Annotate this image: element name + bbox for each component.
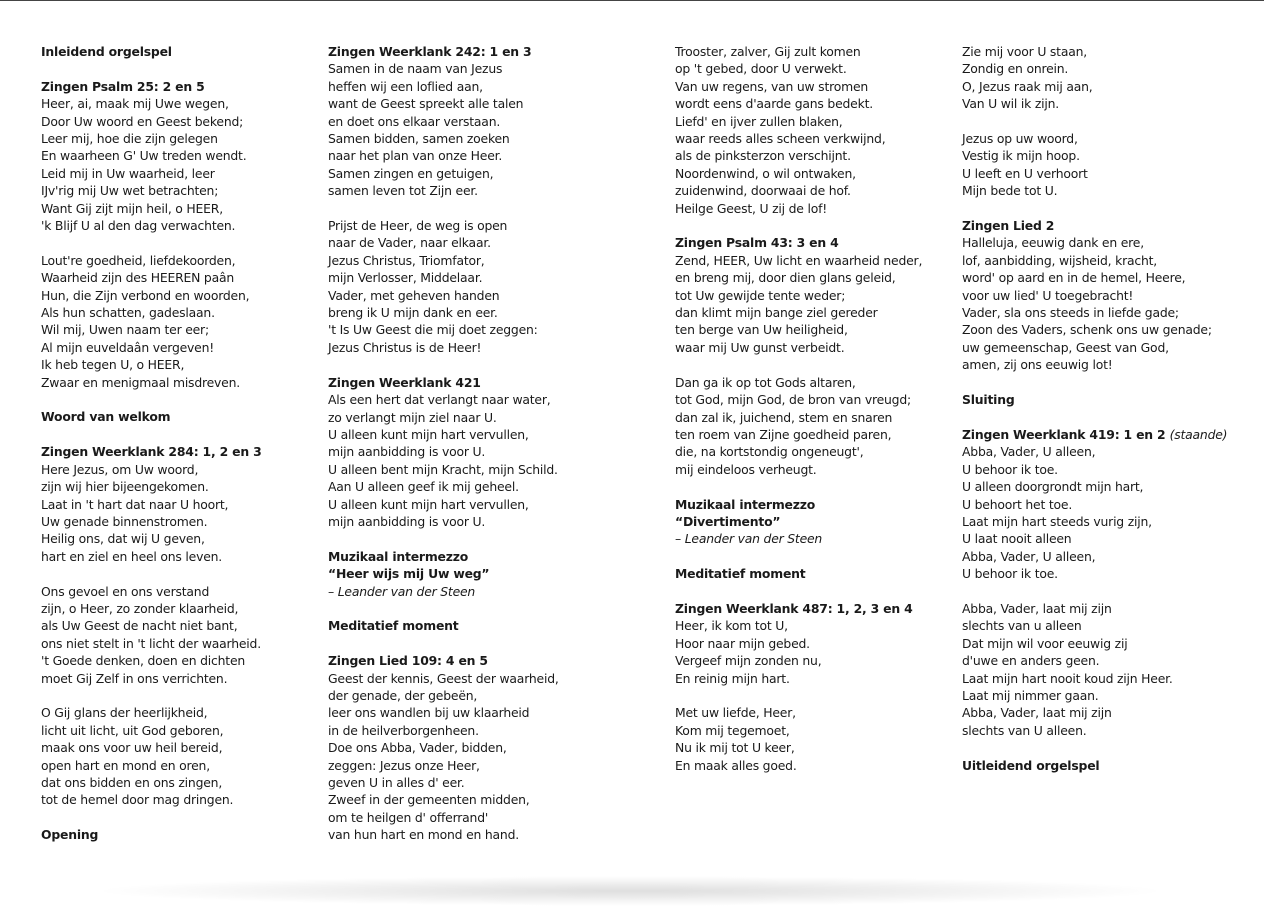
lyric-line: Jezus Christus, Triomfator,: [328, 252, 485, 268]
lyric-line: Abba, Vader, U alleen,: [962, 548, 1096, 564]
section-block: [41, 443, 262, 565]
lyric-line: Ik heb tegen U, o HEER,: [41, 357, 185, 373]
section-block: [41, 252, 262, 391]
lyric-line: mijn aanbidding is voor U.: [328, 513, 486, 529]
lyric-line: slechts van u alleen: [962, 618, 1082, 634]
section-block: [962, 426, 1227, 583]
lyric-line: ons niet stelt in 't licht der waarheid.: [41, 635, 261, 651]
lyric-line: ten roem van Zijne goedheid paren,: [675, 426, 892, 442]
lyric-line: Aan U alleen geef ik mij geheel.: [328, 479, 519, 495]
section-heading: [41, 826, 262, 843]
lyric-line: als de pinksterzon verschijnt.: [675, 148, 851, 164]
lyric-line: als Uw Geest de nacht niet bant,: [41, 618, 238, 634]
section-heading-text: Zingen Psalm 25: 2 en 5: [41, 78, 205, 94]
lyric-line: U behoor ik toe.: [962, 566, 1058, 582]
lyric-line: wordt eens d'aarde gans bedekt.: [675, 96, 873, 112]
section-heading: [41, 78, 262, 95]
lyric-line: Waarheid zijn des HEEREN paân: [41, 270, 235, 286]
section-block: [675, 600, 922, 687]
lyric-line: zijn, o Heer, zo zonder klaarheid,: [41, 600, 239, 616]
section-heading-text: Zingen Psalm 43: 3 en 4: [675, 235, 839, 251]
lyric-line: ten berge van Uw heiligheid,: [675, 322, 848, 338]
lyric-line: maak ons voor uw heil bereid,: [41, 740, 223, 756]
lyric-line: samen leven tot Zijn eer.: [328, 183, 478, 199]
section-heading: [962, 391, 1227, 408]
lyric-line: Heer, ik kom tot U,: [675, 618, 788, 634]
lyric-line: die, na kortstondig ongeneugt',: [675, 444, 864, 460]
lyric-line: Ons gevoel en ons verstand: [41, 583, 210, 599]
section-heading: [41, 443, 262, 460]
page-bottom-shadow: [90, 876, 1170, 906]
lyric-line: Van U wil ik zijn.: [962, 96, 1060, 112]
lyric-line: Zoon des Vaders, schenk ons uw genade;: [962, 322, 1212, 338]
section-heading: [328, 43, 559, 60]
section-block: [962, 757, 1227, 774]
lyric-line: Van uw regens, van uw stromen: [675, 78, 869, 94]
section-heading-text: Meditatief moment: [328, 618, 459, 634]
section-heading: [41, 408, 262, 425]
section-block: [675, 704, 922, 774]
lyric-line: der genade, der gebeën,: [328, 687, 478, 703]
lyric-line: Heilge Geest, U zij de lof!: [675, 200, 828, 216]
section-block: [41, 704, 262, 808]
section-block: [962, 600, 1227, 739]
lyric-line: Here Jezus, om Uw woord,: [41, 461, 199, 477]
section-heading-text: Meditatief moment: [675, 566, 806, 582]
section-block: [675, 43, 922, 217]
lyric-line: Door Uw woord en Geest bekend;: [41, 113, 244, 129]
lyric-line: O Gij glans der heerlijkheid,: [41, 705, 208, 721]
lyric-line: Laat mijn hart nooit koud zijn Heer.: [962, 670, 1173, 686]
lyric-line: En reinig mijn hart.: [675, 670, 790, 686]
section-heading-text: Zingen Lied 109: 4 en 5: [328, 653, 488, 669]
lyric-line: Zondig en onrein.: [962, 61, 1069, 77]
lyric-line: Samen bidden, samen zoeken: [328, 131, 510, 147]
lyric-line: 't Is Uw Geest die mij doet zeggen:: [328, 322, 538, 338]
section-heading: [675, 496, 922, 513]
section-block: [328, 617, 559, 634]
lyric-line: U alleen doorgrondt mijn hart,: [962, 479, 1144, 495]
section-block: [328, 652, 559, 843]
lyric-line: slechts van U alleen.: [962, 722, 1087, 738]
lyric-line: Halleluja, eeuwig dank en ere,: [962, 235, 1144, 251]
lyric-line: O, Jezus raak mij aan,: [962, 78, 1093, 94]
lyric-line: moet Gij Zelf in ons verrichten.: [41, 670, 228, 686]
lyric-line: Abba, Vader, laat mij zijn: [962, 600, 1112, 616]
lyric-line: U behoor ik toe.: [962, 461, 1058, 477]
lyric-line: Prijst de Heer, de weg is open: [328, 218, 508, 234]
section-block: [962, 217, 1227, 374]
column-3: [675, 43, 922, 791]
section-heading-text: Zingen Weerklank 419: 1 en 2: [962, 426, 1166, 442]
lyric-line: dan klimt mijn bange ziel gereder: [675, 305, 878, 321]
section-heading: [675, 600, 922, 617]
lyric-line: tot de hemel door mag dringen.: [41, 792, 234, 808]
section-block: [41, 826, 262, 843]
section-heading: [675, 565, 922, 582]
lyric-line: zuidenwind, doorwaai de hof.: [675, 183, 851, 199]
lyric-line: amen, zij ons eeuwig lot!: [962, 357, 1113, 373]
lyric-line: Noordenwind, o wil ontwaken,: [675, 165, 856, 181]
section-block: [328, 548, 559, 600]
section-block: [962, 391, 1227, 408]
lyric-line: word' op aard en in de hemel, Heere,: [962, 270, 1186, 286]
section-heading-text: Muzikaal intermezzo: [675, 496, 816, 512]
lyric-line: Heer, ai, maak mij Uwe wegen,: [41, 96, 229, 112]
lyric-line: Laat mij nimmer gaan.: [962, 687, 1099, 703]
lyric-line: U alleen kunt mijn hart vervullen,: [328, 426, 529, 442]
lyric-line: Zwaar en menigmaal misdreven.: [41, 374, 240, 390]
lyric-line: Dat mijn wil voor eeuwig zij: [962, 635, 1128, 651]
lyric-line: Laat in 't hart dat naar U hoort,: [41, 496, 229, 512]
section-block: [41, 408, 262, 425]
section-block: [328, 217, 559, 356]
lyric-line: Samen zingen en getuigen,: [328, 165, 494, 181]
piece-title: “Heer wijs mij Uw weg”: [328, 566, 490, 582]
section-heading: [328, 652, 559, 669]
column-1: [41, 43, 262, 861]
section-heading: [962, 757, 1227, 774]
lyric-line: IJv'rig mij Uw wet betrachten;: [41, 183, 219, 199]
lyric-line: Vergeef mijn zonden nu,: [675, 653, 822, 669]
lyric-line: waar reeds alles scheen verkwijnd,: [675, 131, 886, 147]
section-block: [675, 374, 922, 478]
lyric-line: Nu ik mij tot U keer,: [675, 740, 795, 756]
section-block: [675, 496, 922, 548]
section-block: [328, 374, 559, 531]
lyric-line: Met uw liefde, Heer,: [675, 705, 796, 721]
lyric-line: Al mijn euveldaân vergeven!: [41, 339, 215, 355]
lyric-line: mijn Verlosser, Middelaar.: [328, 270, 483, 286]
lyric-line: Vader, sla ons steeds in liefde gade;: [962, 305, 1179, 321]
lyric-line: van hun hart en mond en hand.: [328, 827, 519, 843]
lyric-line: voor uw lied' U toegebracht!: [962, 287, 1134, 303]
lyric-line: licht uit licht, uit God geboren,: [41, 722, 224, 738]
lyric-line: Heilig ons, dat wij U geven,: [41, 531, 205, 547]
lyric-line: Leer mij, hoe die zijn gelegen: [41, 131, 218, 147]
lyric-line: Laat mijn hart steeds vurig zijn,: [962, 513, 1152, 529]
lyric-line: en breng mij, door dien glans geleid,: [675, 270, 896, 286]
section-heading-text: Zingen Weerklank 487: 1, 2, 3 en 4: [675, 600, 913, 616]
lyric-line: Jezus op uw woord,: [962, 131, 1078, 147]
lyric-line: Mijn bede tot U.: [962, 183, 1058, 199]
lyric-line: op 't gebed, door U verwekt.: [675, 61, 847, 77]
section-block: [962, 130, 1227, 200]
lyric-line: Als een hert dat verlangt naar water,: [328, 392, 551, 408]
section-heading-text: Woord van welkom: [41, 409, 171, 425]
lyric-line: U behoort het toe.: [962, 496, 1073, 512]
section-heading: [962, 217, 1227, 234]
lyric-line: waar mij Uw gunst verbeidt.: [675, 339, 845, 355]
lyric-line: Doe ons Abba, Vader, bidden,: [328, 740, 507, 756]
lyric-line: zijn wij hier bijeengekomen.: [41, 479, 209, 495]
lyric-line: tot God, mijn God, de bron van vreugd;: [675, 392, 911, 408]
lyric-line: tot Uw gewijde tente weder;: [675, 287, 846, 303]
lyric-line: dat ons bidden en ons zingen,: [41, 774, 223, 790]
lyric-line: 't Goede denken, doen en dichten: [41, 653, 246, 669]
section-heading: [41, 43, 262, 60]
lyric-line: Want Gij zijt mijn heil, o HEER,: [41, 200, 223, 216]
lyric-line: hart en ziel en heel ons leven.: [41, 548, 223, 564]
section-heading: [328, 374, 559, 391]
lyric-line: Wil mij, Uwen naam ter eer;: [41, 322, 209, 338]
section-heading-text: Opening: [41, 827, 99, 843]
lyric-line: uw gemeenschap, Geest van God,: [962, 339, 1169, 355]
lyric-line: En maak alles goed.: [675, 757, 797, 773]
section-heading-text: Muzikaal intermezzo: [328, 548, 469, 564]
lyric-line: Geest der kennis, Geest der waarheid,: [328, 670, 559, 686]
section-block: [328, 43, 559, 200]
lyric-line: U alleen kunt mijn hart vervullen,: [328, 496, 529, 512]
section-heading-text: Zingen Weerklank 242: 1 en 3: [328, 44, 532, 59]
lyric-line: U alleen bent mijn Kracht, mijn Schild.: [328, 461, 558, 477]
lyric-line: Trooster, zalver, Gij zult komen: [675, 44, 861, 59]
lyric-line: Zweef in der gemeenten midden,: [328, 792, 530, 808]
lyric-line: Lout're goedheid, liefdekoorden,: [41, 252, 236, 268]
lyric-line: Samen in de naam van Jezus: [328, 61, 503, 77]
piece-title: “Divertimento”: [675, 513, 781, 529]
lyric-line: Jezus Christus is de Heer!: [328, 339, 482, 355]
section-block: [41, 43, 262, 60]
top-border-line: [0, 0, 1264, 1]
lyric-line: Uw genade binnenstromen.: [41, 513, 208, 529]
section-block: [41, 583, 262, 687]
section-block: [962, 43, 1227, 113]
section-heading-text: Uitleidend orgelspel: [962, 757, 1100, 773]
lyric-line: U laat nooit alleen: [962, 531, 1072, 547]
column-4: [962, 43, 1227, 791]
lyric-line: U leeft en U verhoort: [962, 165, 1088, 181]
lyric-line: leer ons wandlen bij uw klaarheid: [328, 705, 530, 721]
lyric-line: naar het plan van onze Heer.: [328, 148, 503, 164]
lyric-line: Zend, HEER, Uw licht en waarheid neder,: [675, 252, 923, 268]
section-heading-text: Sluiting: [962, 392, 1015, 408]
lyric-line: Leid mij in Uw waarheid, leer: [41, 165, 215, 181]
lyric-line: Hun, die Zijn verbond en woorden,: [41, 287, 250, 303]
section-block: [675, 234, 922, 356]
lyric-line: 'k Blijf U al den dag verwachten.: [41, 218, 236, 234]
lyric-line: zo verlangt mijn ziel naar U.: [328, 409, 497, 425]
section-heading-text: Zingen Weerklank 284: 1, 2 en 3: [41, 444, 262, 460]
lyric-line: open hart en mond en oren,: [41, 757, 210, 773]
lyric-line: geven U in alles d' eer.: [328, 774, 465, 790]
lyric-line: want de Geest spreekt alle talen: [328, 96, 524, 112]
lyric-line: in de heilverborgenheen.: [328, 722, 479, 738]
lyric-line: Kom mij tegemoet,: [675, 722, 790, 738]
lyric-line: en doet ons elkaar verstaan.: [328, 113, 501, 129]
lyric-line: lof, aanbidding, wijsheid, kracht,: [962, 252, 1158, 268]
lyric-line: En waarheen G' Uw treden wendt.: [41, 148, 247, 164]
section-heading: [328, 548, 559, 565]
column-2: [328, 43, 559, 861]
lyric-line: breng ik U mijn dank en eer.: [328, 305, 498, 321]
section-block: [675, 565, 922, 582]
composer-credit: – Leander van der Steen: [328, 583, 476, 599]
lyric-line: dan zal ik, juichend, stem en snaren: [675, 409, 893, 425]
lyric-line: Als hun schatten, gadeslaan.: [41, 305, 215, 321]
lyric-line: Dan ga ik op tot Gods altaren,: [675, 374, 856, 390]
lyric-line: Vader, met geheven handen: [328, 287, 500, 303]
lyric-line: Hoor naar mijn gebed.: [675, 635, 810, 651]
lyric-line: mijn aanbidding is voor U.: [328, 444, 486, 460]
lyric-line: om te heilgen d' offerrand': [328, 809, 489, 825]
section-block: [41, 78, 262, 235]
heading-note: (staande): [1169, 426, 1228, 442]
lyric-line: Vestig ik mijn hoop.: [962, 148, 1080, 164]
section-heading: [675, 234, 922, 251]
lyric-line: Abba, Vader, laat mij zijn: [962, 705, 1112, 721]
lyric-line: naar de Vader, naar elkaar.: [328, 235, 491, 251]
section-heading-text: Zingen Lied 2: [962, 218, 1055, 234]
lyric-line: heffen wij een loflied aan,: [328, 78, 483, 94]
lyric-line: d'uwe en anders geen.: [962, 653, 1100, 669]
lyric-line: mij eindeloos verheugt.: [675, 461, 817, 477]
lyric-line: zeggen: Jezus onze Heer,: [328, 757, 480, 773]
composer-credit: – Leander van der Steen: [675, 531, 823, 547]
section-heading: [328, 617, 559, 634]
section-heading: [962, 426, 1227, 443]
lyric-line: Abba, Vader, U alleen,: [962, 444, 1096, 460]
section-heading-text: Zingen Weerklank 421: [328, 374, 481, 390]
section-heading-text: Inleidend orgelspel: [41, 44, 172, 59]
lyric-line: Liefd' en ijver zullen blaken,: [675, 113, 843, 129]
lyric-line: Zie mij voor U staan,: [962, 44, 1088, 59]
